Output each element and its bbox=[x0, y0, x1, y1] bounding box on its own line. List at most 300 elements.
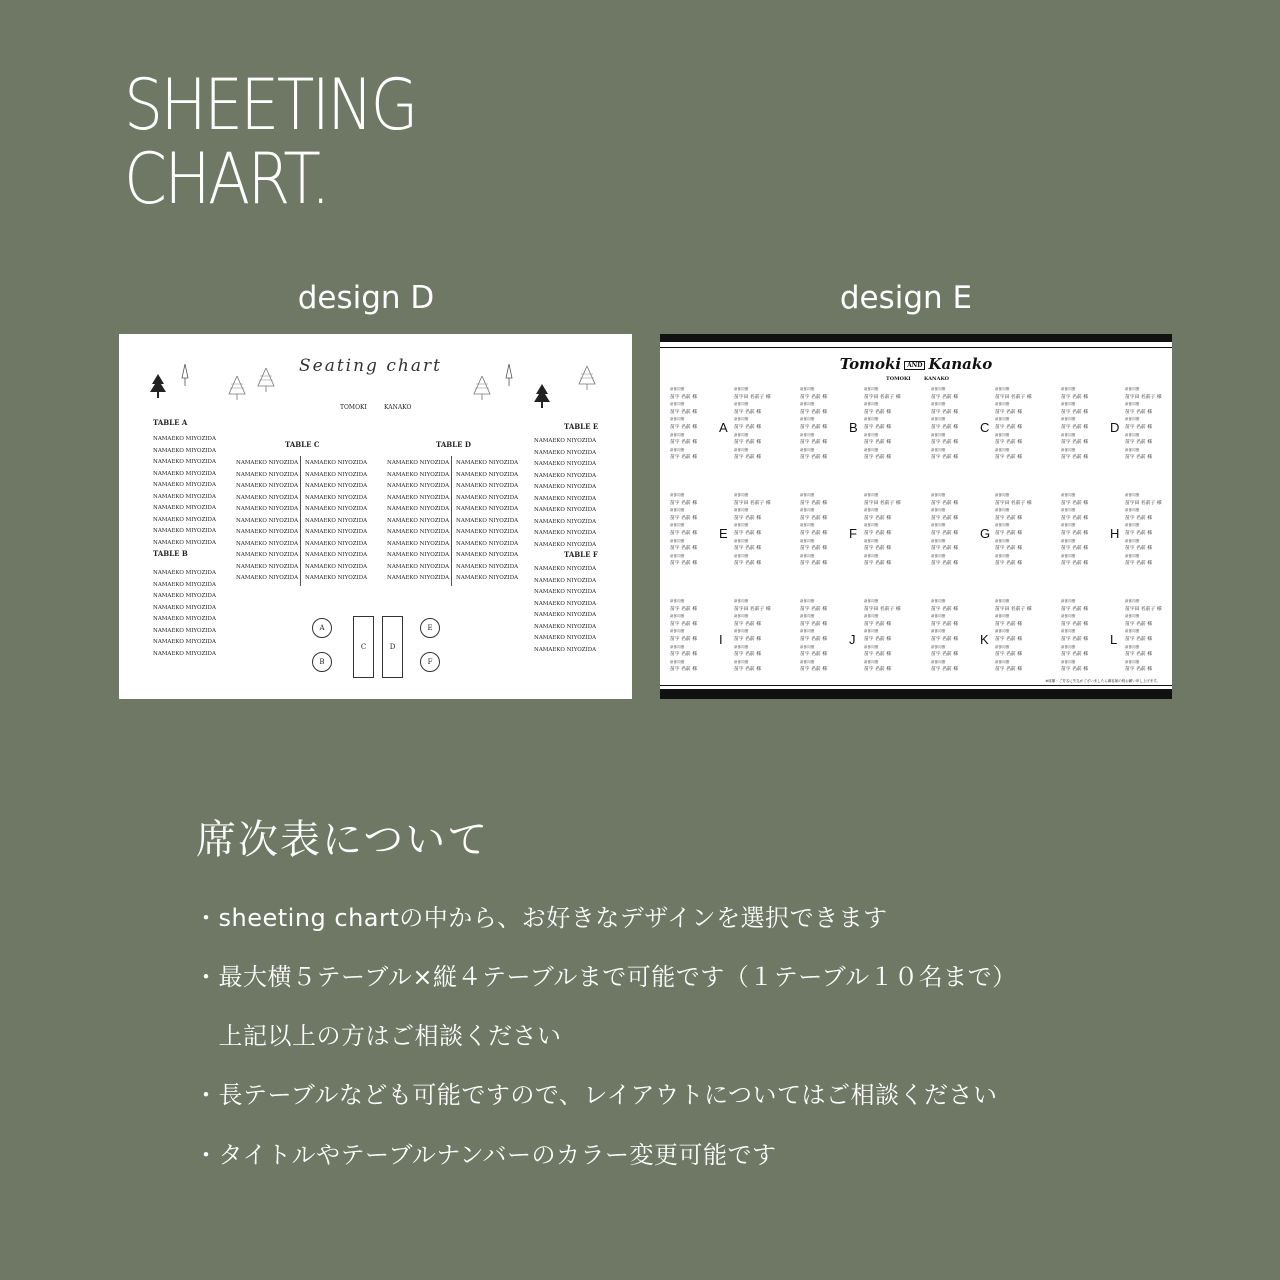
guest-relation: 新郎同僚 bbox=[864, 523, 879, 528]
guest-relation: 新郎同僚 bbox=[670, 614, 685, 619]
guest-name: 苗字 名前 様 bbox=[800, 561, 828, 567]
guest-relation: 新郎同僚 bbox=[800, 644, 815, 649]
guest-relation: 新郎同僚 bbox=[734, 447, 749, 452]
guest-name: 苗字 名前 様 bbox=[864, 455, 892, 461]
guest-relation: 新郎同僚 bbox=[800, 387, 815, 391]
guest-name: NAMAEKO NIYOZIDA bbox=[305, 563, 368, 570]
guest-relation: 新郎同僚 bbox=[800, 523, 815, 528]
guest-relation: 新郎同僚 bbox=[1061, 493, 1076, 497]
guest-name: 苗字 名前 様 bbox=[670, 652, 698, 658]
guest-name: 苗字 名前 様 bbox=[670, 530, 698, 536]
table-letter-k: K bbox=[980, 632, 989, 647]
guest-name: 苗字 名前 様 bbox=[995, 561, 1023, 567]
guest-relation: 新郎同僚 bbox=[734, 629, 749, 634]
guest-name: NAMAEKO MIYOZIDA bbox=[153, 604, 216, 611]
guest-name: 苗字 名前 様 bbox=[800, 606, 828, 612]
guest-name: 苗字 名前 様 bbox=[734, 667, 762, 673]
guest-relation: 新郎同僚 bbox=[1061, 644, 1076, 649]
guest-relation: 新郎同僚 bbox=[1125, 493, 1140, 497]
guest-name: 苗字 名前 様 bbox=[800, 652, 828, 658]
guest-relation: 新郎同僚 bbox=[931, 629, 946, 634]
guest-name: NAMAEKO MIYOZIDA bbox=[153, 581, 216, 588]
seat-column bbox=[1125, 492, 1162, 568]
guest-relation: 新郎同僚 bbox=[1061, 523, 1076, 528]
guest-relation: 新郎同僚 bbox=[734, 432, 749, 437]
guest-name: 苗字 名前 様 bbox=[800, 409, 828, 415]
guest-name: 苗字 名前 様 bbox=[670, 440, 698, 446]
guest-relation: 新郎同僚 bbox=[1125, 538, 1140, 543]
guest-relation: 新郎同僚 bbox=[670, 523, 685, 528]
guest-name: 苗字田 名前子 様 bbox=[1125, 394, 1162, 400]
info-bullet-4: ・タイトルやテーブルナンバーのカラー変更可能です bbox=[194, 1141, 777, 1169]
guest-name: 苗字 名前 様 bbox=[931, 652, 959, 658]
guest-name: NAMAEKO NIYOZIDA bbox=[305, 529, 368, 535]
info-bullet-2: ・最大横５テーブル×縦４テーブルまで可能です（１テーブル１０名まで） bbox=[194, 963, 1017, 991]
guest-name: 苗字 名前 様 bbox=[931, 409, 959, 415]
guest-name: NAMAEKO NIYOZIDA bbox=[305, 494, 368, 501]
guest-relation: 新郎同僚 bbox=[995, 629, 1010, 634]
guest-relation: 新郎同僚 bbox=[931, 644, 946, 649]
guest-name: NAMAEKO NIYOZIDA bbox=[534, 635, 597, 641]
design-d-preview[interactable] bbox=[119, 334, 632, 699]
guest-name: 苗字 名前 様 bbox=[995, 621, 1023, 627]
guest-name: NAMAEKO NIYOZIDA bbox=[236, 529, 299, 535]
guest-relation: 新郎同僚 bbox=[1061, 659, 1076, 664]
guest-name: 苗字田 名前子 様 bbox=[734, 606, 771, 612]
guest-name: 苗字 名前 様 bbox=[931, 606, 959, 612]
guest-name: 苗字 名前 様 bbox=[800, 455, 828, 461]
guest-relation: 新郎同僚 bbox=[995, 599, 1010, 603]
guest-name: NAMAEKO NIYOZIDA bbox=[387, 483, 450, 489]
guest-name: 苗字田 名前子 様 bbox=[734, 500, 771, 506]
guest-relation: 新郎同僚 bbox=[800, 432, 815, 437]
guest-relation: 新郎同僚 bbox=[1125, 432, 1140, 437]
guest-name: 苗字 名前 様 bbox=[800, 515, 828, 521]
guest-name: NAMAEKO NIYOZIDA bbox=[236, 494, 299, 501]
guest-relation: 新郎同僚 bbox=[670, 417, 685, 422]
guest-name: 苗字 名前 様 bbox=[670, 515, 698, 521]
seat-column bbox=[995, 386, 1032, 462]
guest-name: 苗字 名前 様 bbox=[995, 636, 1023, 642]
guest-relation: 新郎同僚 bbox=[800, 599, 815, 603]
guest-name: NAMAEKO MIYOZIDA bbox=[153, 447, 216, 454]
seat-column bbox=[734, 386, 771, 462]
footer-note: ※席順・ご芳名に失礼がございましたら御容赦の程お願い申し上げます。 bbox=[1045, 679, 1160, 683]
seat-column bbox=[670, 598, 697, 674]
guest-name: 苗字 名前 様 bbox=[995, 455, 1023, 461]
guest-relation: 新郎同僚 bbox=[1061, 599, 1076, 603]
layout-table-e: E bbox=[420, 618, 440, 638]
bride-script-name: Kanako bbox=[928, 355, 993, 373]
guest-relation: 新郎同僚 bbox=[864, 417, 879, 422]
guest-relation: 新郎同僚 bbox=[1125, 599, 1140, 603]
guest-name: 苗字 名前 様 bbox=[800, 546, 828, 552]
guest-relation: 新郎同僚 bbox=[931, 432, 946, 437]
table-c-guest-list-right bbox=[305, 458, 367, 585]
design-e-preview[interactable] bbox=[660, 334, 1172, 699]
guest-relation: 新郎同僚 bbox=[734, 387, 749, 391]
guest-name: NAMAEKO MIYOZIDA bbox=[153, 570, 216, 576]
guest-name: 苗字 名前 様 bbox=[1125, 652, 1153, 658]
guest-name: NAMAEKO NIYOZIDA bbox=[534, 495, 597, 502]
guest-name: 苗字 名前 様 bbox=[670, 455, 698, 461]
groom-name: TOMOKI bbox=[340, 404, 367, 411]
guest-relation: 新郎同僚 bbox=[670, 402, 685, 407]
guest-relation: 新郎同僚 bbox=[734, 614, 749, 619]
guest-name: NAMAEKO NIYOZIDA bbox=[534, 484, 597, 490]
guest-relation: 新郎同僚 bbox=[931, 508, 946, 513]
table-letter-e: E bbox=[719, 526, 728, 541]
guest-relation: 新郎同僚 bbox=[734, 493, 749, 497]
sketch-tree-icon bbox=[227, 376, 247, 400]
guest-name: 苗字 名前 様 bbox=[800, 394, 828, 400]
guest-relation: 新郎同僚 bbox=[734, 644, 749, 649]
guest-relation: 新郎同僚 bbox=[931, 659, 946, 664]
guest-name: 苗字田 名前子 様 bbox=[1125, 606, 1162, 612]
guest-relation: 新郎同僚 bbox=[864, 644, 879, 649]
guest-relation: 新郎同僚 bbox=[864, 553, 879, 558]
seat-column bbox=[1061, 386, 1088, 462]
guest-name: NAMAEKO NIYOZIDA bbox=[456, 575, 519, 581]
guest-name: 苗字 名前 様 bbox=[734, 530, 762, 536]
guest-name: NAMAEKO NIYOZIDA bbox=[305, 517, 368, 524]
guest-name: NAMAEKO NIYOZIDA bbox=[534, 600, 597, 607]
table-e-guest-list bbox=[534, 436, 596, 551]
table-d-guest-list-right bbox=[456, 458, 518, 585]
guest-relation: 新郎同僚 bbox=[734, 523, 749, 528]
sketch-tree-icon bbox=[503, 364, 515, 388]
guest-name: NAMAEKO NIYOZIDA bbox=[236, 540, 299, 547]
guest-name: 苗字 名前 様 bbox=[1061, 636, 1089, 642]
guest-name: 苗字 名前 様 bbox=[800, 440, 828, 446]
guest-name: NAMAEKO NIYOZIDA bbox=[387, 506, 450, 512]
guest-name: NAMAEKO NIYOZIDA bbox=[387, 471, 450, 478]
guest-relation: 新郎同僚 bbox=[800, 493, 815, 497]
seat-column bbox=[800, 386, 827, 462]
guest-name: 苗字 名前 様 bbox=[1125, 667, 1153, 673]
guest-name: NAMAEKO NIYOZIDA bbox=[236, 506, 299, 512]
guest-name: 苗字 名前 様 bbox=[800, 424, 828, 430]
guest-name: 苗字 名前 様 bbox=[800, 636, 828, 642]
guest-name: 苗字 名前 様 bbox=[864, 621, 892, 627]
seat-column bbox=[1061, 598, 1088, 674]
table-letter-c: C bbox=[980, 420, 990, 435]
guest-relation: 新郎同僚 bbox=[931, 387, 946, 391]
guest-name: 苗字 名前 様 bbox=[864, 546, 892, 552]
guest-name: NAMAEKO NIYOZIDA bbox=[236, 460, 299, 466]
guest-relation: 新郎同僚 bbox=[995, 614, 1010, 619]
guest-name: 苗字 名前 様 bbox=[995, 440, 1023, 446]
guest-name: 苗字 名前 様 bbox=[1061, 409, 1089, 415]
guest-relation: 新郎同僚 bbox=[1061, 402, 1076, 407]
and-badge: AND bbox=[904, 361, 925, 370]
guest-name: 苗字 名前 様 bbox=[931, 621, 959, 627]
guest-name: 苗字 名前 様 bbox=[931, 636, 959, 642]
seat-column bbox=[864, 598, 901, 674]
guest-relation: 新郎同僚 bbox=[995, 493, 1010, 497]
guest-relation: 新郎同僚 bbox=[734, 402, 749, 407]
guest-name: NAMAEKO NIYOZIDA bbox=[534, 612, 597, 618]
info-bullet-3: ・長テーブルなども可能ですので、レイアウトについてはご相談ください bbox=[194, 1081, 998, 1109]
seat-column bbox=[1125, 386, 1162, 462]
seat-column bbox=[995, 492, 1032, 568]
guest-relation: 新郎同僚 bbox=[670, 387, 685, 391]
guest-relation: 新郎同僚 bbox=[800, 402, 815, 407]
info-title: 席次表について bbox=[196, 817, 490, 863]
seat-column bbox=[995, 598, 1032, 674]
guest-name: 苗字 名前 様 bbox=[864, 652, 892, 658]
table-letter-b: B bbox=[849, 420, 858, 435]
seat-column bbox=[670, 386, 697, 462]
guest-relation: 新郎同僚 bbox=[1061, 417, 1076, 422]
layout-table-a: A bbox=[312, 618, 332, 638]
guest-relation: 新郎同僚 bbox=[995, 553, 1010, 558]
heading-line-1: SHEETING bbox=[124, 64, 416, 146]
guest-relation: 新郎同僚 bbox=[800, 614, 815, 619]
guest-name: 苗字田 名前子 様 bbox=[995, 606, 1032, 612]
guest-name: 苗字 名前 様 bbox=[1061, 652, 1089, 658]
guest-name: NAMAEKO NIYOZIDA bbox=[534, 449, 597, 456]
guest-name: 苗字 名前 様 bbox=[670, 394, 698, 400]
seat-column bbox=[800, 598, 827, 674]
guest-relation: 新郎同僚 bbox=[1125, 523, 1140, 528]
guest-name: 苗字 名前 様 bbox=[995, 652, 1023, 658]
guest-relation: 新郎同僚 bbox=[1125, 447, 1140, 452]
guest-name: 苗字 名前 様 bbox=[864, 409, 892, 415]
table-c-heading: TABLE C bbox=[285, 440, 320, 449]
guest-name: 苗字 名前 様 bbox=[995, 530, 1023, 536]
seat-column bbox=[734, 492, 771, 568]
guest-name: NAMAEKO NIYOZIDA bbox=[387, 540, 450, 547]
guest-name: 苗字田 名前子 様 bbox=[734, 394, 771, 400]
guest-name: 苗字 名前 様 bbox=[995, 424, 1023, 430]
guest-relation: 新郎同僚 bbox=[931, 493, 946, 497]
guest-relation: 新郎同僚 bbox=[800, 659, 815, 664]
seat-column bbox=[670, 492, 697, 568]
guest-relation: 新郎同僚 bbox=[1125, 417, 1140, 422]
table-c-divider bbox=[300, 456, 301, 586]
guest-name: 苗字 名前 様 bbox=[1061, 394, 1089, 400]
guest-name: NAMAEKO NIYOZIDA bbox=[456, 483, 519, 489]
guest-relation: 新郎同僚 bbox=[931, 417, 946, 422]
guest-name: NAMAEKO NIYOZIDA bbox=[534, 646, 597, 653]
design-e-label: design E bbox=[839, 280, 973, 316]
guest-relation: 新郎同僚 bbox=[1061, 508, 1076, 513]
guest-relation: 新郎同僚 bbox=[995, 523, 1010, 528]
guest-relation: 新郎同僚 bbox=[931, 538, 946, 543]
guest-name: NAMAEKO NIYOZIDA bbox=[534, 438, 597, 444]
guest-name: 苗字 名前 様 bbox=[1125, 530, 1153, 536]
guest-name: 苗字 名前 様 bbox=[1125, 621, 1153, 627]
guest-name: 苗字 名前 様 bbox=[670, 546, 698, 552]
guest-name: NAMAEKO NIYOZIDA bbox=[387, 552, 450, 558]
guest-name: 苗字 名前 様 bbox=[1061, 424, 1089, 430]
table-f-guest-list bbox=[534, 564, 596, 656]
table-f-heading: TABLE F bbox=[564, 550, 598, 559]
table-letter-l: L bbox=[1110, 632, 1118, 647]
guest-relation: 新郎同僚 bbox=[670, 538, 685, 543]
guest-name: 苗字 名前 様 bbox=[670, 667, 698, 673]
guest-name: 苗字田 名前子 様 bbox=[864, 394, 901, 400]
guest-name: 苗字 名前 様 bbox=[864, 440, 892, 446]
guest-relation: 新郎同僚 bbox=[1061, 447, 1076, 452]
guest-name: 苗字 名前 様 bbox=[995, 667, 1023, 673]
guest-name: NAMAEKO NIYOZIDA bbox=[456, 563, 519, 570]
guest-name: NAMAEKO NIYOZIDA bbox=[387, 517, 450, 524]
guest-name: 苗字 名前 様 bbox=[734, 546, 762, 552]
guest-relation: 新郎同僚 bbox=[1125, 508, 1140, 513]
guest-name: NAMAEKO NIYOZIDA bbox=[236, 517, 299, 524]
guest-relation: 新郎同僚 bbox=[800, 447, 815, 452]
guest-name: 苗字 名前 様 bbox=[931, 667, 959, 673]
guest-name: 苗字 名前 様 bbox=[1125, 636, 1153, 642]
guest-relation: 新郎同僚 bbox=[1125, 659, 1140, 664]
bottom-border-line bbox=[660, 685, 1172, 686]
guest-name: NAMAEKO NIYOZIDA bbox=[387, 494, 450, 501]
guest-name: NAMAEKO NIYOZIDA bbox=[456, 552, 519, 558]
guest-name: NAMAEKO NIYOZIDA bbox=[305, 506, 368, 512]
guest-relation: 新郎同僚 bbox=[670, 599, 685, 603]
table-letter-j: J bbox=[849, 632, 856, 647]
guest-relation: 新郎同僚 bbox=[864, 599, 879, 603]
guest-relation: 新郎同僚 bbox=[734, 599, 749, 603]
guest-relation: 新郎同僚 bbox=[670, 553, 685, 558]
sketch-tree-icon bbox=[577, 366, 597, 390]
info-bullet-2-continued: 上記以上の方はご相談ください bbox=[194, 1022, 562, 1050]
guest-relation: 新郎同僚 bbox=[864, 402, 879, 407]
guest-relation: 新郎同僚 bbox=[734, 553, 749, 558]
guest-name: NAMAEKO NIYOZIDA bbox=[305, 471, 368, 478]
guest-relation: 新郎同僚 bbox=[995, 447, 1010, 452]
heading-line-2: CHART. bbox=[124, 138, 328, 220]
guest-name: NAMAEKO MIYOZIDA bbox=[153, 493, 216, 500]
guest-name: 苗字 名前 様 bbox=[995, 409, 1023, 415]
bride-name: KANAKO bbox=[384, 404, 412, 411]
couple-title bbox=[660, 355, 1172, 373]
guest-name: NAMAEKO MIYOZIDA bbox=[153, 627, 216, 634]
table-letter-f: F bbox=[849, 526, 857, 541]
guest-relation: 新郎同僚 bbox=[670, 493, 685, 497]
guest-name: 苗字 名前 様 bbox=[864, 515, 892, 521]
guest-name: NAMAEKO NIYOZIDA bbox=[534, 577, 597, 584]
guest-name: 苗字 名前 様 bbox=[1061, 440, 1089, 446]
info-bullet-1: ・sheeting chartの中から、お好きなデザインを選択できます bbox=[194, 904, 888, 932]
guest-name: 苗字 名前 様 bbox=[864, 561, 892, 567]
guest-name: NAMAEKO NIYOZIDA bbox=[456, 506, 519, 512]
guest-name: NAMAEKO MIYOZIDA bbox=[153, 616, 216, 622]
guest-name: 苗字 名前 様 bbox=[1125, 440, 1153, 446]
guest-relation: 新郎同僚 bbox=[995, 417, 1010, 422]
guest-name: 苗字 名前 様 bbox=[1125, 546, 1153, 552]
seat-column bbox=[1061, 492, 1088, 568]
guest-name: NAMAEKO NIYOZIDA bbox=[236, 575, 299, 581]
guest-name: NAMAEKO NIYOZIDA bbox=[534, 541, 597, 548]
guest-name: 苗字 名前 様 bbox=[670, 500, 698, 506]
guest-name: NAMAEKO NIYOZIDA bbox=[305, 483, 368, 489]
guest-name: 苗字 名前 様 bbox=[1061, 455, 1089, 461]
guest-name: 苗字 名前 様 bbox=[931, 561, 959, 567]
guest-relation: 新郎同僚 bbox=[931, 447, 946, 452]
guest-relation: 新郎同僚 bbox=[995, 432, 1010, 437]
guest-name: 苗字 名前 様 bbox=[734, 652, 762, 658]
guest-name: NAMAEKO NIYOZIDA bbox=[456, 529, 519, 535]
sketch-tree-icon bbox=[256, 368, 276, 392]
guest-relation: 新郎同僚 bbox=[864, 493, 879, 497]
groom-subname: TOMOKI bbox=[886, 376, 911, 382]
guest-name: 苗字 名前 様 bbox=[670, 636, 698, 642]
guest-name: NAMAEKO MIYOZIDA bbox=[153, 516, 216, 523]
guest-relation: 新郎同僚 bbox=[670, 659, 685, 664]
guest-name: NAMAEKO NIYOZIDA bbox=[236, 483, 299, 489]
guest-relation: 新郎同僚 bbox=[734, 417, 749, 422]
guest-relation: 新郎同僚 bbox=[670, 629, 685, 634]
table-e-heading: TABLE E bbox=[564, 422, 599, 431]
guest-name: 苗字田 名前子 様 bbox=[1125, 500, 1162, 506]
guest-name: 苗字 名前 様 bbox=[931, 455, 959, 461]
guest-relation: 新郎同僚 bbox=[670, 432, 685, 437]
guest-name: 苗字 名前 様 bbox=[931, 424, 959, 430]
guest-relation: 新郎同僚 bbox=[995, 387, 1010, 391]
guest-name: NAMAEKO MIYOZIDA bbox=[153, 539, 216, 546]
guest-relation: 新郎同僚 bbox=[864, 508, 879, 513]
guest-relation: 新郎同僚 bbox=[995, 538, 1010, 543]
guest-name: NAMAEKO NIYOZIDA bbox=[456, 517, 519, 524]
guest-relation: 新郎同僚 bbox=[931, 614, 946, 619]
layout-table-c: C bbox=[353, 616, 374, 678]
guest-name: 苗字 名前 様 bbox=[931, 440, 959, 446]
guest-name: NAMAEKO NIYOZIDA bbox=[305, 540, 368, 547]
table-b-guest-list bbox=[153, 568, 216, 660]
guest-name: NAMAEKO MIYOZIDA bbox=[153, 650, 216, 657]
guest-name: 苗字 名前 様 bbox=[800, 621, 828, 627]
table-letter-g: G bbox=[980, 526, 991, 541]
guest-name: NAMAEKO NIYOZIDA bbox=[305, 552, 368, 558]
table-d-guest-list-left bbox=[387, 458, 449, 585]
guest-relation: 新郎同僚 bbox=[734, 538, 749, 543]
guest-name: 苗字 名前 様 bbox=[734, 409, 762, 415]
seat-column bbox=[931, 492, 958, 568]
guest-name: 苗字 名前 様 bbox=[670, 621, 698, 627]
table-d-divider bbox=[451, 456, 452, 586]
guest-relation: 新郎同僚 bbox=[995, 644, 1010, 649]
guest-name: 苗字 名前 様 bbox=[1061, 667, 1089, 673]
guest-name: NAMAEKO NIYOZIDA bbox=[534, 461, 597, 467]
seat-column bbox=[931, 386, 958, 462]
guest-name: 苗字 名前 様 bbox=[1061, 546, 1089, 552]
guest-name: 苗字 名前 様 bbox=[1125, 561, 1153, 567]
guest-name: 苗字 名前 様 bbox=[864, 636, 892, 642]
seat-column bbox=[864, 492, 901, 568]
guest-relation: 新郎同僚 bbox=[1061, 614, 1076, 619]
guest-relation: 新郎同僚 bbox=[864, 629, 879, 634]
guest-name: NAMAEKO MIYOZIDA bbox=[153, 470, 216, 477]
table-letter-d: D bbox=[1110, 420, 1120, 435]
guest-name: 苗字 名前 様 bbox=[1061, 500, 1089, 506]
guest-name: 苗字 名前 様 bbox=[864, 424, 892, 430]
guest-name: NAMAEKO NIYOZIDA bbox=[456, 540, 519, 547]
guest-name: 苗字 名前 様 bbox=[734, 621, 762, 627]
guest-name: 苗字 名前 様 bbox=[670, 424, 698, 430]
guest-name: NAMAEKO NIYOZIDA bbox=[305, 575, 368, 581]
groom-script-name: Tomoki bbox=[839, 355, 902, 373]
layout-table-f: F bbox=[420, 652, 440, 672]
guest-relation: 新郎同僚 bbox=[1125, 553, 1140, 558]
guest-name: 苗字 名前 様 bbox=[734, 636, 762, 642]
guest-name: 苗字田 名前子 様 bbox=[995, 394, 1032, 400]
guest-name: 苗字 名前 様 bbox=[734, 515, 762, 521]
layout-table-b: B bbox=[312, 652, 332, 672]
table-letter-i: I bbox=[719, 632, 723, 647]
